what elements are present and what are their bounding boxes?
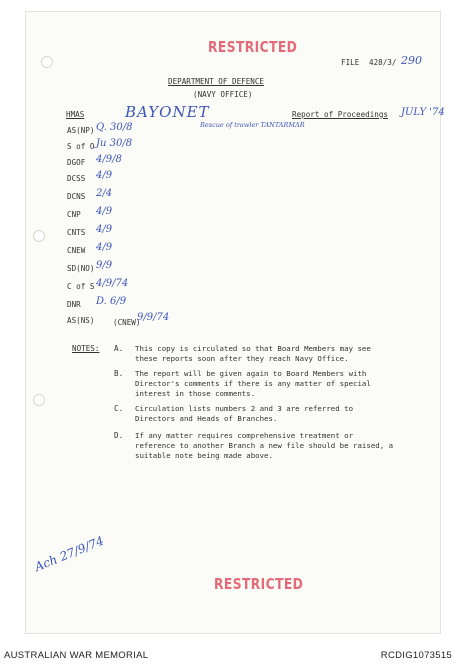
note-text: The report will be given again to Board Members with Director's comments if there is any matter of special interest in those comments. [135, 369, 371, 399]
archive-footer [0, 641, 458, 666]
circulation-code: DNR [67, 300, 81, 309]
circulation-initials: Q. 30/8 [96, 122, 133, 133]
circulation-code: CNTS [67, 228, 86, 237]
circulation-code: DGOF [67, 158, 86, 167]
note-letter: B. [114, 369, 124, 378]
circulation-initials: 4/9 [96, 170, 113, 181]
hmas-label: HMAS [66, 110, 85, 119]
punch-hole-bottom [33, 394, 45, 406]
circulation-code: SD(NO) [67, 264, 95, 273]
restricted-stamp-bottom: RESTRICTED [214, 575, 304, 593]
note-letter: A. [114, 344, 124, 353]
department-heading: DEPARTMENT OF DEFENCE [168, 77, 265, 86]
restricted-stamp-top: RESTRICTED [208, 38, 298, 56]
circulation-code: S of O [67, 142, 95, 151]
notes-label: NOTES: [72, 344, 100, 353]
circulation-initials: 4/9 [96, 242, 113, 253]
signature-date-handwritten: Ach 27/9/74 [32, 533, 106, 574]
punch-hole-top [41, 56, 53, 68]
circulation-code: CNEW [67, 246, 86, 255]
circulation-initials: Ju 30/8 [96, 138, 133, 149]
report-label: Report of Proceedings [292, 110, 389, 119]
circulation-code: DCNS [67, 192, 86, 201]
circulation-code: AS(NS) [67, 316, 95, 325]
circulation-code: AS(NP) [67, 126, 95, 135]
report-annotation: Rescue of trawler TANTARMAR [200, 121, 305, 129]
file-label: FILE [341, 58, 360, 67]
cnew-alt-code: (CNEW) [113, 318, 141, 327]
circulation-code: CNP [67, 210, 81, 219]
report-month-handwritten: JULY '74 [401, 107, 445, 118]
circulation-initials: 9/9 [96, 260, 113, 271]
file-number-handwritten: 290 [401, 54, 422, 67]
circulation-initials: 4/9 [96, 224, 113, 235]
circulation-code: C of S [67, 282, 95, 291]
circulation-initials: D. 6/9 [96, 296, 127, 307]
circulation-initials: 9/9/74 [137, 312, 170, 323]
circulation-initials: 4/9/74 [96, 278, 129, 289]
circulation-initials: 4/9/8 [96, 154, 122, 165]
circulation-initials: 4/9 [96, 206, 113, 217]
punch-hole-middle [33, 230, 45, 242]
note-text: Circulation lists numbers 2 and 3 are referred to Directors and Heads of Branches. [135, 404, 354, 424]
archive-credit: AUSTRALIAN WAR MEMORIAL [4, 650, 149, 661]
circulation-code: DCSS [67, 174, 86, 183]
note-letter: C. [114, 404, 124, 413]
note-text: This copy is circulated so that Board Members may see these reports soon after they reach Navy Office. [135, 344, 371, 364]
archive-reference: RCDIG1073515 [380, 650, 452, 661]
ship-name-handwritten: BAYONET [125, 103, 210, 121]
circulation-initials: 2/4 [96, 188, 113, 199]
file-number: 428/3/ [369, 58, 397, 67]
note-text: If any matter requires comprehensive treatment or reference to another Branch a new file should be raised, a suitable note being made above. [135, 431, 394, 461]
office-heading: (NAVY OFFICE) [193, 90, 253, 99]
note-letter: D. [114, 431, 124, 440]
